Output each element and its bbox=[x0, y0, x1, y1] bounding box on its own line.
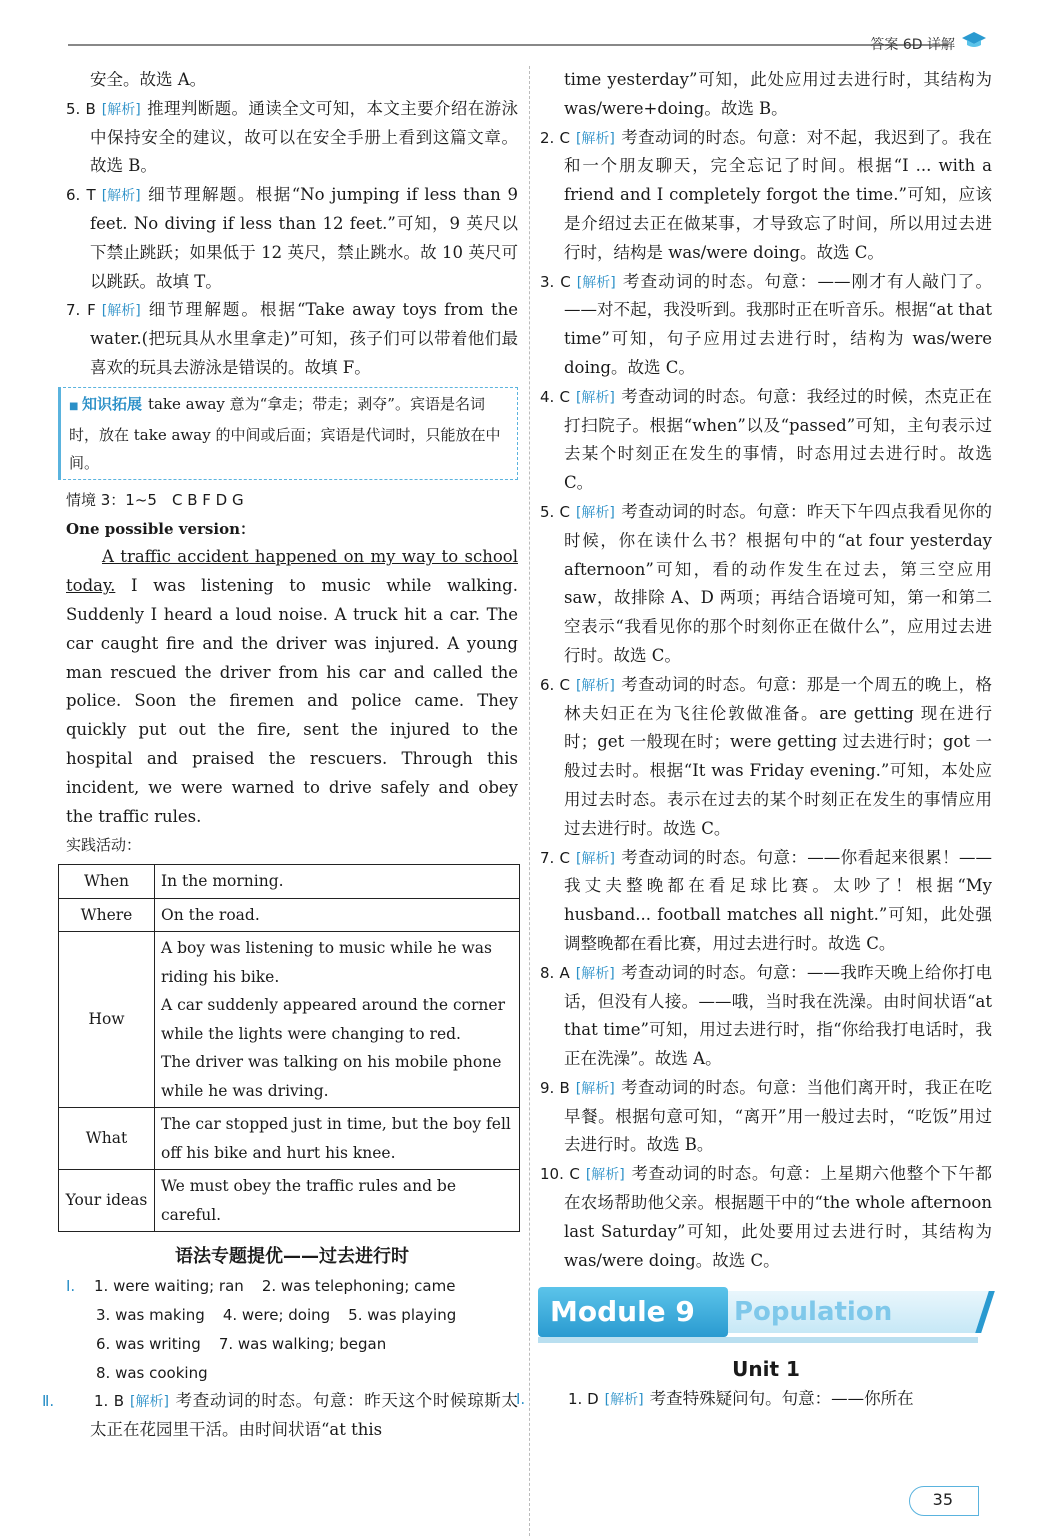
essay-body: I was listening to music while walking. Suddenly I heard a loud noise. A truck hit a car. The car caught fire and the driver was injured. A young man rescued the driver from his car and called the police. Soon the firemen and police came. They quickly put out the fire, sent the injured to the hospital and praised the rescuers. Through this incident, we were warned to drive safely and obey the traffic rules. bbox=[66, 576, 518, 826]
item-number: 9. B bbox=[540, 1078, 570, 1097]
part2-label: Ⅱ. bbox=[42, 1392, 55, 1411]
answer-item bbox=[540, 959, 992, 1074]
answer-item bbox=[540, 268, 992, 383]
part1-answers bbox=[66, 1272, 518, 1387]
item-text: 考查动词的时态。句意：昨天这个时候琼斯太太正在花园里干活。由时间状语“at this bbox=[90, 1391, 519, 1440]
item-number: 8. A bbox=[540, 963, 570, 982]
table-cell-line: A car suddenly appeared around the corner while the lights were changing to red. bbox=[161, 996, 505, 1043]
analysis-tag: [ 解析 ] bbox=[573, 389, 618, 407]
part1-label: Ⅰ. bbox=[66, 1277, 76, 1296]
item-number: 7. F bbox=[66, 301, 96, 320]
answer-line bbox=[66, 1359, 518, 1388]
analysis-tag: [ 解析 ] bbox=[573, 677, 618, 695]
item-number: 7. C bbox=[540, 848, 570, 867]
unit-item-1 bbox=[516, 1385, 992, 1414]
analysis-tag: [ 解析 ] bbox=[573, 1080, 618, 1098]
table-row bbox=[59, 898, 520, 932]
answer-line bbox=[66, 1301, 518, 1330]
answer-line bbox=[66, 1330, 518, 1359]
column-divider bbox=[529, 66, 530, 1536]
item-text: 考查动词的时态。句意：昨天下午四点我看见你的时候，你在读什么书？根据句中的“at four yesterday afternoon”可知，看的动作发生在过去，第三空应用 saw，故排除 A、D 两项；再结合语境可知，第一和第二空表示“我看见你的那个时刻你正在做什么”，应用过去进行时。故选 C。 bbox=[564, 501, 993, 665]
part2-item-1 bbox=[42, 1387, 519, 1445]
analysis-tag: [ 解析 ] bbox=[127, 1393, 172, 1411]
extension-label: ■ 知识拓展 bbox=[69, 395, 142, 413]
answer-item bbox=[66, 95, 518, 181]
item-text: 考查动词的时态。句意：当他们离开时，我正在吃早餐。根据句意可知，“离开”用一般过去时，“吃饭”用过去进行时。故选 B。 bbox=[564, 1077, 992, 1155]
answer-item bbox=[540, 1074, 992, 1160]
item-number: 1. B bbox=[94, 1392, 125, 1411]
left-answer-list bbox=[66, 95, 518, 383]
grammar-section-title: 语法专题提优——过去进行时 bbox=[175, 1246, 409, 1268]
table-cell-line: In the morning. bbox=[161, 872, 284, 891]
table-row-header: Where bbox=[59, 898, 155, 932]
item-number: 6. T bbox=[66, 186, 96, 205]
table-cell-line: On the road. bbox=[161, 905, 260, 924]
analysis-tag: [ 解析 ] bbox=[573, 504, 618, 522]
answer-item bbox=[540, 1160, 992, 1275]
answer-entry: 1. were waiting; ran bbox=[94, 1277, 244, 1296]
table-row-header: What bbox=[59, 1108, 155, 1170]
right-column bbox=[516, 66, 993, 1414]
analysis-tag: [ 解析 ] bbox=[573, 130, 618, 148]
module-number: Module 9 bbox=[550, 1295, 695, 1329]
answer-item bbox=[66, 181, 518, 296]
item-text: 考查动词的时态。句意：那是一个周五的晚上，格林夫妇正在为飞往伦敦做准备。are getting 现在进行时；get 一般现在时；were getting 过去进行时；got 一般过去时。根据“It was Friday evening.”可知，本处应用过去时态。表示在过去的某个时刻正在发生的事情应用过去进行时。故选 C。 bbox=[564, 674, 993, 838]
module-badge bbox=[538, 1287, 728, 1337]
essay-first-sentence: A traffic accident happened on my way to school today. bbox=[66, 547, 518, 596]
table-row bbox=[59, 1108, 520, 1170]
analysis-tag: [ 解析 ] bbox=[574, 274, 619, 292]
table-row-header: Your ideas bbox=[59, 1170, 155, 1232]
item-text: 细节理解题。根据“Take away toys from the water.(把玩具从水里拿走)”可知，孩子们可以带着他们最喜欢的玩具去游泳是错误的。故填 F。 bbox=[90, 300, 518, 377]
item-text: 推理判断题。通读全文可知，本文主要介绍在游泳中保持安全的建议，故可以在安全手册上看到这篇文章。故选 B。 bbox=[90, 98, 518, 176]
answer-entry: 5. was playing bbox=[348, 1305, 457, 1324]
page-number: 35 bbox=[932, 1490, 953, 1509]
right-continuation: time yesterday”可知，此处应用过去进行时，其结构为 was/were+doing。故选 B。 bbox=[564, 70, 992, 118]
answer-entry: 7. was walking; began bbox=[218, 1334, 387, 1353]
table-row bbox=[59, 1170, 520, 1232]
left-column bbox=[42, 66, 519, 1445]
answer-item bbox=[540, 844, 992, 959]
table-cell bbox=[155, 932, 520, 1108]
item-number: 2. C bbox=[540, 128, 570, 147]
table-cell-line: The driver was talking on his mobile phone while he was driving. bbox=[161, 1053, 502, 1100]
table-row-header: How bbox=[59, 932, 155, 1108]
header-label: 答案 6D 详解 bbox=[870, 37, 955, 53]
item-text: 考查动词的时态。句意：——你看起来很累！——我丈夫整晚都在看足球比赛。太吵了！根据“My husband... football matches all night.”可知，此处强调整晚都在看比赛，用过去进行时。故选 C。 bbox=[564, 847, 993, 953]
sample-essay bbox=[66, 543, 518, 831]
table-cell bbox=[155, 1108, 520, 1170]
practice-label: 实践活动： bbox=[66, 836, 142, 855]
analysis-tag: [ 解析 ] bbox=[573, 850, 618, 868]
item-text: 考查动词的时态。句意：——刚才有人敲门了。——对不起，我没听到。我那时正在听音乐。根据“at that time”可知，句子应用过去进行时，结构为 was/were doing。故选 C。 bbox=[564, 271, 992, 377]
analysis-tag: [ 解析 ] bbox=[99, 302, 144, 320]
unit-title: Unit 1 bbox=[732, 1357, 800, 1382]
item-number: 4. C bbox=[540, 387, 570, 406]
answer-item bbox=[66, 296, 518, 382]
table-cell bbox=[155, 1170, 520, 1232]
module-topic: Population bbox=[734, 1297, 893, 1328]
answer-item bbox=[540, 498, 992, 671]
analysis-tag: [ 解析 ] bbox=[602, 1391, 647, 1409]
left-continuation: 安全。故选 A。 bbox=[90, 70, 207, 89]
table-cell-line: A boy was listening to music while he was riding his bike. bbox=[161, 939, 492, 986]
situation-answers: 情境 3：1~5 C B F D G bbox=[66, 490, 244, 509]
answer-entry: 4. were; doing bbox=[222, 1305, 331, 1324]
module-banner bbox=[538, 1283, 1000, 1345]
analysis-tag: [ 解析 ] bbox=[99, 101, 144, 119]
table-cell bbox=[155, 898, 520, 932]
right-answer-list bbox=[540, 124, 992, 1276]
item-number: 10. C bbox=[540, 1165, 580, 1184]
unit-part-label: Ⅰ. bbox=[516, 1390, 526, 1409]
table-cell-line: The car stopped just in time, but the boy fell off his bike and hurt his knee. bbox=[161, 1115, 511, 1162]
table-row bbox=[59, 865, 520, 899]
module-banner-base bbox=[538, 1337, 978, 1343]
graduation-cap-icon bbox=[961, 30, 987, 50]
answer-line bbox=[66, 1272, 518, 1301]
answer-entry: 2. was telephoning; came bbox=[261, 1277, 456, 1296]
item-number: 3. C bbox=[540, 272, 571, 291]
item-number: 1. D bbox=[568, 1390, 599, 1409]
item-text: 考查动词的时态。句意：——我昨天晚上给你打电话，但没有人接。——哦，当时我在洗澡。由时间状语“at that time”可知，用过去进行时，指“你给我打电话时，我正在洗澡”。故选 A。 bbox=[564, 962, 993, 1069]
item-text: 考查动词的时态。句意：上星期六他整个下午都在农场帮助他父亲。根据题干中的“the whole afternoon last Saturday”可知，此处要用过去进行时，其结构为 was/were doing。故选 C。 bbox=[564, 1164, 993, 1270]
analysis-tag: [ 解析 ] bbox=[573, 965, 618, 983]
answer-entry: 8. was cooking bbox=[96, 1363, 208, 1382]
item-number: 5. C bbox=[540, 502, 570, 521]
table-row bbox=[59, 932, 520, 1108]
table-row-header: When bbox=[59, 865, 155, 899]
item-number: 5. B bbox=[66, 99, 96, 118]
answer-item bbox=[540, 671, 992, 844]
table-cell bbox=[155, 865, 520, 899]
practice-table bbox=[58, 864, 520, 1232]
answer-entry: 3. was making bbox=[96, 1305, 205, 1324]
analysis-tag: [ 解析 ] bbox=[99, 187, 144, 205]
answer-item bbox=[540, 124, 992, 268]
item-text: 考查动词的时态。句意：对不起，我迟到了。我在和一个朋友聊天，完全忘记了时间。根据“I ... with a friend and I completely forgot the time.”可知，应该是介绍过去正在做某事，才导致忘了时间，所以用过去进行时，结构是 was/were doing。故选 C。 bbox=[564, 127, 993, 262]
version-title: One possible version： bbox=[66, 519, 255, 538]
header-rule bbox=[68, 44, 948, 46]
answer-item bbox=[540, 383, 992, 498]
item-text: 考查特殊疑问句。句意：——你所在 bbox=[649, 1389, 914, 1409]
knowledge-extension-box bbox=[58, 387, 518, 480]
table-cell-line: We must obey the traffic rules and be careful. bbox=[161, 1177, 457, 1224]
extension-text: take away 意为“拿走；带走；剥夺”。宾语是名词时，放在 take away 的中间或后面；宾语是代词时，只能放在中间。 bbox=[69, 394, 501, 472]
analysis-tag: [ 解析 ] bbox=[583, 1166, 628, 1184]
item-number: 6. C bbox=[540, 675, 570, 694]
item-text: 考查动词的时态。句意：我经过的时候，杰克正在打扫院子。根据“when”以及“passed”可知，主句表示过去某个时刻正在发生的事情，时态用过去进行时。故选 C。 bbox=[564, 386, 993, 493]
item-text: 细节理解题。根据“No jumping if less than 9 feet. No diving if less than 12 feet.”可知，9 英尺以下禁止跳跃；如果低于 12 英尺，禁止跳水。故 10 英尺可以跳跃。故填 T。 bbox=[90, 185, 518, 291]
answer-entry: 6. was writing bbox=[96, 1334, 201, 1353]
